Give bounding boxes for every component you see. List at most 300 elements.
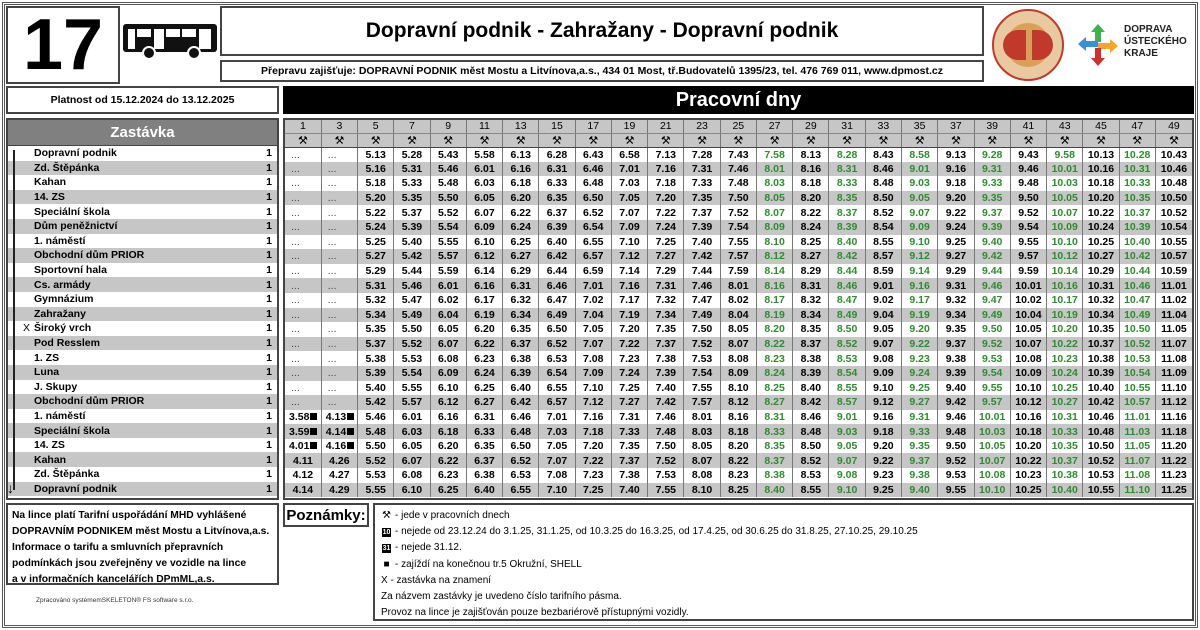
trip-number: 49 — [1155, 120, 1192, 133]
departure-time — [865, 176, 901, 191]
time-text: 6.27 — [474, 396, 495, 409]
departure-time — [394, 322, 430, 337]
time-text: 9.02 — [873, 294, 894, 307]
departure-time — [1155, 395, 1192, 410]
time-text: 10.31 — [1124, 162, 1151, 175]
time-text: 5.50 — [401, 323, 423, 336]
time-text: 8.54 — [836, 367, 858, 380]
departure-time — [358, 410, 394, 425]
departure-time — [611, 439, 647, 454]
time-text: 6.14 — [474, 265, 495, 278]
time-text: 6.43 — [583, 148, 604, 161]
time-text: 10.16 — [1051, 279, 1078, 292]
departure-time — [394, 308, 430, 323]
tariff-line: Informace o tarifu a smluvních přepravních — [12, 542, 224, 553]
departure-time — [648, 322, 684, 337]
time-text: 7.37 — [655, 338, 676, 351]
time-text: 5.13 — [365, 148, 386, 161]
time-text: 10.08 — [1015, 352, 1042, 365]
departure-time — [394, 439, 430, 454]
time-text: 9.59 — [1018, 265, 1039, 278]
time-text: 7.54 — [691, 367, 713, 380]
time-text: 8.57 — [836, 396, 858, 409]
time-text: 8.14 — [764, 265, 785, 278]
time-text: ... — [291, 265, 300, 278]
stop-name: J. Skupy — [34, 380, 78, 393]
time-text: 6.55 — [546, 381, 568, 394]
workday-hammer-icon: ⚒ — [1155, 133, 1192, 147]
no-service-cell — [321, 191, 357, 206]
time-text: 7.12 — [619, 250, 640, 263]
departure-time — [611, 278, 647, 293]
departure-time — [648, 453, 684, 468]
time-text: 10.09 — [1051, 221, 1078, 234]
time-text: 10.03 — [979, 425, 1006, 438]
departure-time — [793, 483, 829, 498]
departure-time — [756, 410, 792, 425]
time-text: 10.16 — [1015, 410, 1042, 423]
tariff-zone: 1 — [266, 249, 272, 262]
time-text: 7.32 — [655, 294, 676, 307]
time-text: 9.29 — [945, 265, 967, 278]
departure-time — [394, 468, 430, 483]
time-text: 5.40 — [365, 381, 386, 394]
departure-time — [865, 308, 901, 323]
departure-time — [1083, 249, 1119, 264]
stops-header: Zastávka — [8, 120, 277, 146]
departure-time — [466, 147, 502, 162]
note-text: - nejede od 23.12.24 do 3.1.25, 31.1.25, od 10.3.25 do 16.3.25, od 17.4.25, od 30.6.25 do 31.8.25, 27.10.25, 29.10.25 — [395, 525, 918, 537]
departure-time — [829, 176, 865, 191]
departure-time — [684, 453, 720, 468]
time-text: 8.25 — [764, 381, 785, 394]
departure-time — [865, 381, 901, 396]
departure-time — [902, 351, 938, 366]
time-text: ... — [327, 148, 337, 161]
departure-time — [1155, 162, 1192, 177]
stop-name: Speciální škola — [34, 424, 110, 437]
time-text: 8.24 — [764, 367, 785, 380]
time-text: 10.12 — [1051, 250, 1078, 263]
departure-time — [611, 264, 647, 279]
time-text: ... — [291, 308, 300, 321]
time-text: 6.08 — [437, 352, 459, 365]
time-text: 9.27 — [945, 250, 967, 263]
time-text: 8.37 — [800, 338, 822, 351]
time-text: 6.23 — [474, 352, 495, 365]
departure-time — [756, 351, 792, 366]
time-text: 6.31 — [546, 162, 568, 175]
departure-time — [684, 205, 720, 220]
time-text: 8.55 — [836, 381, 858, 394]
departure-time — [648, 351, 684, 366]
time-text: 8.40 — [764, 483, 785, 496]
departure-time — [648, 468, 684, 483]
departure-time — [1119, 220, 1155, 235]
time-text: 11.16 — [1161, 410, 1187, 423]
departure-time — [611, 468, 647, 483]
departure-time — [358, 483, 394, 498]
departure-time — [285, 453, 321, 468]
time-text: 5.52 — [437, 206, 459, 219]
departure-time — [648, 293, 684, 308]
departure-time — [1047, 308, 1083, 323]
time-text: 6.01 — [401, 410, 423, 423]
departure-time — [430, 468, 466, 483]
time-text: 8.58 — [909, 148, 930, 161]
departure-time — [539, 147, 575, 162]
time-text: 6.12 — [437, 396, 459, 409]
departure-time — [358, 176, 394, 191]
departure-time — [1155, 453, 1192, 468]
stop-row — [8, 204, 277, 219]
departure-time — [1155, 293, 1192, 308]
departure-time — [1010, 439, 1046, 454]
time-text: 10.42 — [1124, 250, 1151, 263]
departure-time — [793, 235, 829, 250]
time-text: 8.13 — [800, 148, 822, 161]
time-text: 7.13 — [655, 148, 676, 161]
time-text: 9.22 — [945, 206, 967, 219]
table-row — [285, 235, 1192, 250]
time-text: 11.25 — [1161, 483, 1187, 496]
departure-time — [1119, 191, 1155, 206]
stop-row — [8, 175, 277, 190]
departure-time — [1010, 293, 1046, 308]
trip-number: 33 — [865, 120, 901, 133]
time-text: 10.39 — [1087, 367, 1115, 380]
time-text: 9.28 — [981, 148, 1003, 161]
time-text: 7.10 — [619, 235, 640, 248]
departure-time — [793, 249, 829, 264]
departure-time — [1010, 381, 1046, 396]
departure-time — [938, 322, 974, 337]
trip-number: 47 — [1119, 120, 1155, 133]
departure-time — [829, 366, 865, 381]
time-text: 7.38 — [619, 469, 640, 482]
departure-time — [539, 264, 575, 279]
departure-time — [466, 205, 502, 220]
time-text: 6.07 — [474, 206, 495, 219]
departure-time — [829, 337, 865, 352]
time-text: 8.50 — [836, 323, 858, 336]
time-text: 5.52 — [401, 338, 423, 351]
time-text: 7.22 — [583, 454, 604, 467]
time-text: 8.29 — [800, 265, 822, 278]
departure-time — [1119, 205, 1155, 220]
departure-time — [1047, 424, 1083, 439]
trip-number: 19 — [611, 120, 647, 133]
departure-time — [503, 424, 539, 439]
loop-square-icon — [347, 442, 354, 449]
departure-time — [1047, 191, 1083, 206]
time-text: 9.32 — [945, 294, 967, 307]
departure-time — [684, 293, 720, 308]
time-text: 10.23 — [1015, 469, 1042, 482]
departure-time — [575, 453, 611, 468]
time-text: 7.09 — [583, 367, 604, 380]
time-text: 9.13 — [945, 148, 967, 161]
departure-time — [611, 205, 647, 220]
time-text: 10.49 — [1124, 308, 1151, 321]
time-text: 7.31 — [691, 162, 713, 175]
departure-time — [466, 351, 502, 366]
departure-time — [1047, 322, 1083, 337]
time-text: 7.05 — [619, 192, 640, 205]
trip-number: 13 — [503, 120, 539, 133]
time-text: 10.27 — [1051, 396, 1078, 409]
time-text: 4.16 — [325, 440, 347, 453]
time-text: ... — [327, 206, 337, 219]
time-text: 5.48 — [365, 425, 386, 438]
departure-time — [865, 439, 901, 454]
time-text: 9.57 — [1018, 250, 1039, 263]
departure-time — [756, 439, 792, 454]
departure-time — [539, 191, 575, 206]
time-text: 10.25 — [1015, 483, 1042, 496]
tariff-zone: 1 — [266, 366, 272, 379]
time-text: 9.38 — [945, 352, 967, 365]
trip-number: 29 — [793, 120, 829, 133]
time-text: 5.29 — [365, 265, 386, 278]
departure-time — [1047, 264, 1083, 279]
time-text: 9.01 — [909, 162, 930, 175]
time-text: 9.31 — [945, 279, 967, 292]
time-text: 7.55 — [655, 483, 676, 496]
time-text: 7.03 — [546, 425, 568, 438]
note-item — [381, 605, 1186, 621]
time-text: 6.05 — [474, 192, 495, 205]
time-text: 9.14 — [909, 265, 930, 278]
time-text: 9.24 — [909, 367, 930, 380]
no-service-cell — [321, 162, 357, 177]
departure-time — [793, 205, 829, 220]
departure-time — [1083, 191, 1119, 206]
departure-time — [430, 381, 466, 396]
time-text: 10.35 — [1051, 440, 1078, 453]
stop-row — [8, 321, 277, 336]
departure-time — [902, 366, 938, 381]
time-text: 9.10 — [873, 381, 894, 394]
note-text: - zajíždí na konečnou tr.5 Okružní, SHELL — [395, 558, 582, 570]
departure-time — [974, 351, 1010, 366]
time-text: 6.16 — [474, 279, 495, 292]
time-text: 9.55 — [981, 381, 1003, 394]
departure-time — [865, 249, 901, 264]
time-text: 7.48 — [728, 177, 749, 190]
time-text: 8.04 — [728, 308, 749, 321]
table-row — [285, 351, 1192, 366]
validity-period: Platnost od 15.12.2024 do 13.12.2025 — [6, 86, 279, 114]
loop-square-icon — [310, 428, 317, 435]
departure-time — [865, 235, 901, 250]
departure-time — [1010, 483, 1046, 498]
workday-hammer-icon: ⚒ — [382, 509, 391, 521]
departure-time — [720, 439, 756, 454]
time-text: 9.39 — [981, 221, 1003, 234]
time-text: 7.40 — [691, 235, 713, 248]
departure-time — [793, 147, 829, 162]
time-text: 9.52 — [981, 338, 1003, 351]
time-text: 10.48 — [1087, 425, 1115, 438]
time-text: ... — [291, 221, 300, 234]
departure-time — [466, 308, 502, 323]
time-text: 7.37 — [691, 206, 713, 219]
trip-number: 1 — [285, 120, 321, 133]
departure-time — [430, 424, 466, 439]
departure-time — [539, 410, 575, 425]
time-text: 6.10 — [474, 235, 495, 248]
time-text: 5.25 — [365, 235, 386, 248]
departure-time — [575, 147, 611, 162]
departure-time — [1083, 410, 1119, 425]
departure-time — [829, 381, 865, 396]
time-text: 9.16 — [873, 410, 894, 423]
time-text: 10.39 — [1124, 221, 1151, 234]
trip-number: 11 — [466, 120, 502, 133]
time-text: 10.57 — [1160, 250, 1188, 263]
trip-number: 17 — [575, 120, 611, 133]
departure-time — [503, 278, 539, 293]
departure-time — [829, 439, 865, 454]
route-title: Dopravní podnik - Zahražany - Dopravní podnik — [220, 6, 984, 56]
time-text: 9.17 — [909, 294, 930, 307]
time-text: ... — [291, 396, 300, 409]
no-service-cell — [285, 366, 321, 381]
time-text: 11.10 — [1161, 381, 1187, 394]
departure-time — [503, 483, 539, 498]
departure-time — [430, 191, 466, 206]
departure-time — [902, 176, 938, 191]
time-text: 10.44 — [1124, 265, 1151, 278]
departure-time — [720, 249, 756, 264]
departure-time — [756, 147, 792, 162]
stop-row — [8, 423, 277, 438]
time-text: 7.33 — [691, 177, 713, 190]
time-text: 6.23 — [437, 469, 459, 482]
time-text: 9.07 — [873, 338, 894, 351]
departure-time — [503, 205, 539, 220]
time-text: 5.49 — [401, 308, 423, 321]
departure-time — [575, 205, 611, 220]
departure-time — [648, 337, 684, 352]
departure-time — [974, 308, 1010, 323]
no-service-cell — [321, 308, 357, 323]
departure-time — [1083, 381, 1119, 396]
departure-time — [285, 483, 321, 498]
time-text: 10.01 — [1015, 279, 1042, 292]
time-text: ... — [291, 279, 300, 292]
time-text: 8.07 — [691, 454, 713, 467]
departure-time — [1119, 308, 1155, 323]
time-text: 7.18 — [583, 425, 604, 438]
departure-time — [1155, 483, 1192, 498]
departure-time — [430, 205, 466, 220]
time-text: 9.01 — [873, 279, 894, 292]
time-text: 8.08 — [691, 469, 713, 482]
time-text: 6.07 — [437, 338, 459, 351]
workday-hammer-icon: ⚒ — [358, 133, 394, 147]
table-row — [285, 220, 1192, 235]
time-text: 10.03 — [1051, 177, 1078, 190]
time-text: 7.24 — [655, 221, 676, 234]
time-text: 10.07 — [1015, 338, 1042, 351]
departure-time — [1047, 337, 1083, 352]
departure-time — [394, 147, 430, 162]
no-service-cell — [285, 351, 321, 366]
trip-number: 9 — [430, 120, 466, 133]
departure-time — [1083, 337, 1119, 352]
departure-time — [394, 424, 430, 439]
departure-time — [394, 453, 430, 468]
departure-time — [575, 264, 611, 279]
time-text: 9.07 — [909, 206, 930, 219]
time-text: 9.42 — [945, 396, 967, 409]
departure-time — [865, 453, 901, 468]
departure-time — [539, 293, 575, 308]
departure-time — [539, 176, 575, 191]
time-text: 7.46 — [655, 410, 676, 423]
stop-row — [8, 350, 277, 365]
time-text: 7.38 — [655, 352, 676, 365]
time-text: ... — [327, 192, 337, 205]
departure-time — [829, 264, 865, 279]
time-text: 6.38 — [474, 469, 495, 482]
time-text: 7.25 — [583, 483, 604, 496]
time-text: 6.25 — [437, 483, 459, 496]
time-text: 9.22 — [909, 338, 930, 351]
tariff-zone: 1 — [266, 176, 272, 189]
departure-time — [1155, 220, 1192, 235]
departure-time — [1010, 322, 1046, 337]
departure-time — [430, 249, 466, 264]
departure-time — [793, 278, 829, 293]
stop-row — [8, 161, 277, 176]
stop-name: Luna — [34, 366, 60, 379]
time-text: 6.01 — [474, 162, 495, 175]
departure-time — [902, 410, 938, 425]
time-text: 9.55 — [1018, 235, 1039, 248]
departure-time — [684, 308, 720, 323]
departure-time — [394, 381, 430, 396]
departure-time — [684, 439, 720, 454]
departure-time — [1119, 264, 1155, 279]
departure-time — [793, 337, 829, 352]
time-text: 8.28 — [836, 148, 858, 161]
time-text: 11.22 — [1161, 454, 1187, 467]
duk-logo — [1076, 20, 1196, 70]
no-service-cell — [285, 176, 321, 191]
departure-time — [358, 191, 394, 206]
departure-time — [611, 235, 647, 250]
time-text: ... — [291, 323, 300, 336]
time-text: 7.16 — [583, 410, 604, 423]
time-text: 10.46 — [1087, 410, 1115, 423]
departure-time — [974, 468, 1010, 483]
departure-time — [466, 293, 502, 308]
departure-time — [865, 468, 901, 483]
time-text: 7.05 — [546, 440, 568, 453]
departure-time — [539, 483, 575, 498]
time-text: 8.05 — [691, 440, 713, 453]
time-text: 8.31 — [800, 279, 822, 292]
departure-time — [358, 308, 394, 323]
no-service-cell — [321, 264, 357, 279]
departure-time — [974, 395, 1010, 410]
no-service-cell — [321, 337, 357, 352]
time-text: 6.18 — [510, 177, 531, 190]
time-text: 10.04 — [1015, 308, 1042, 321]
